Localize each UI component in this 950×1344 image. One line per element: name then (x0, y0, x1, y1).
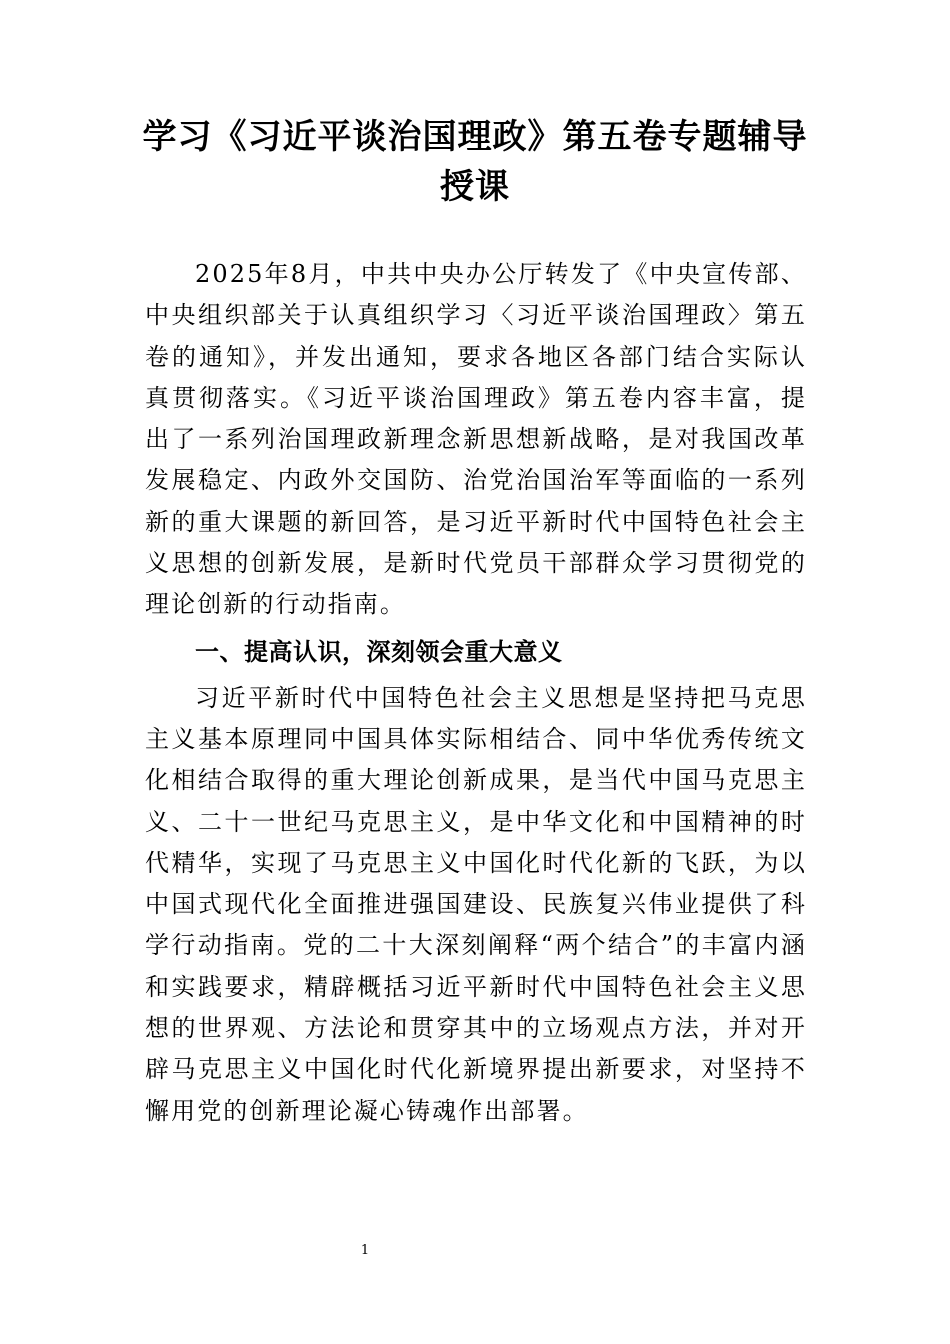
section-1-paragraph: 习近平新时代中国特色社会主义思想是坚持把马克思主义基本原理同中国具体实际相结合、同中华优秀传统文化相结合取得的重大理论创新成果，是当代中国马克思主义、二十一世纪马克思主义，是中华文化和中国精神的时代精华，实现了马克思主义中国化时代化新的飞跃，为以中国式现代化全面推进强国建设、民族复兴伟业提供了科学行动指南。党的二十大深刻阐释“两个结合”的丰富内涵和实践要求，精辟概括习近平新时代中国特色社会主义思想的世界观、方法论和贯穿其中的立场观点方法，并对开辟马克思主义中国化时代化新境界提出新要求，对坚持不懈用党的创新理论凝心铸魂作出部署。 (145, 683, 807, 1125)
document-title: 学习《习近平谈治国理政》第五卷专题辅导授课 (142, 117, 808, 207)
document-body (145, 254, 807, 1132)
page-number: 1 (360, 1243, 370, 1258)
section-heading-1: 一、提高认识，深刻领会重大意义 (195, 637, 563, 666)
intro-paragraph: 2025年8月，中共中央办公厅转发了《中央宣传部、中央组织部关于认真组织学习〈习近平谈治国理政〉第五卷的通知》，并发出通知，要求各地区各部门结合实际认真贯彻落实。《习近平谈治国理政》第五卷内容丰富，提出了一系列治国理政新理念新思想新战略，是对我国改革发展稳定、内政外交国防、治党治国治军等面临的一系列新的重大课题的新回答，是习近平新时代中国特色社会主义思想的创新发展，是新时代党员干部群众学习贯彻党的理论创新的行动指南。 (145, 260, 807, 619)
